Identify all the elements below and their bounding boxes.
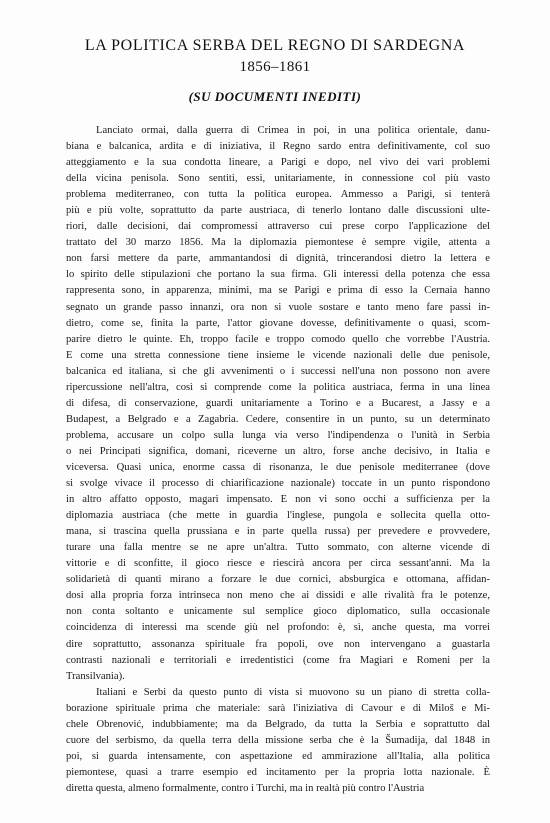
text-line: problema, accusare un colpo sulla lunga via verso l'indipendenza o l'unità in Serbia (66, 429, 490, 441)
text-line: dosi alla propria forza intrinseca non meno che ai dissidi e alle rivalità fra le potenze, (66, 590, 490, 602)
text-line: biana e balcanica, ardita e di iniziativa, il Regno sardo entra definitivamente, col suo (66, 141, 490, 153)
document-subtitle: (SU DOCUMENTI INEDITI) (188, 89, 362, 104)
text-line: non conta soltanto e unicamente sul semplice gioco diplomatico, sulla occasionale (66, 606, 490, 618)
text-line: diretta questa, almeno formalmente, contro i Turchi, ma in realtà più contro l'Austria (66, 782, 425, 794)
body-text (66, 123, 490, 797)
text-line: vittorie e di sconfitte, il gioco riesce e riescirà ancora per circa sessant'anni. Ma la (66, 558, 490, 570)
paragraph (66, 685, 490, 797)
text-line: borazione spirituale prima che materiale: sarà l'iniziativa di Cavour e di Miloš e Mi- (66, 702, 490, 714)
text-line: chele Obrenović, indubbiamente; ma da Belgrado, da tutta la Serbia e soprattutto dal (66, 718, 490, 730)
text-line: contrasti nazionali e territoriali e irredentistici (come fra Magiari e Romeni per la (66, 654, 490, 666)
text-line: trattato del 30 marzo 1856. Ma la diplomazia piemontese è sempre vigile, attenta a (66, 237, 490, 249)
text-line: poi, si guarda intensamente, con aspettazione ed ammirazione all'Italia, alla politica (66, 750, 490, 762)
text-line: lo spirito delle stipulazioni che portano la sua firma. Gli interessi della potenza che essa (66, 269, 490, 281)
text-line: balcanica ed italiana, sì che gli avvenimenti o i successi nell'una non possono non avere (66, 365, 490, 377)
text-line: dietro, come se, finita la parte, l'attor giovane dovesse, definitivamente o quasi, scom- (66, 317, 490, 329)
text-line: solidarietà di quanti mirano a forzare le due cornici, absburgica e ottomana, affidan- (66, 574, 490, 586)
text-line: di difesa, di conservazione, guardi unitariamente a Torino e a Bucarest, a Jassy e a (66, 397, 490, 409)
text-line: Italiani e Serbi da questo punto di vista si muovono su un piano di stretta colla- (96, 686, 490, 698)
document-years: 1856–1861 (239, 59, 311, 75)
text-line: turare una falla mentre se ne apre un'altra. Tutto sommato, con alterne vicende di (66, 542, 490, 554)
text-line: Lanciato ormai, dalla guerra di Crimea in poi, in una politica orientale, danu- (96, 125, 490, 136)
text-line: E come una stretta connessione tiene insieme le vicende nazionali delle due penisole, (66, 349, 490, 361)
text-line: dire soprattutto, assonanza spirituale fra popoli, ove non intervengano a guastarla (66, 638, 490, 650)
text-line: segnato un grande passo innanzi, ora non si vuole sostare e tanto meno fare passi in- (66, 301, 490, 313)
text-line: atteggiamento e la sua condotta lineare, a Parigi e dopo, nel vivo dei vari problemi (66, 157, 490, 169)
text-line: riori, dalle decisioni, dai compromessi attraverso cui prese corpo l'applicazione del (66, 221, 490, 233)
text-line: cuore del serbismo, da quella terra della missione serba che è la Šumadija, dal 1848 in (66, 734, 490, 746)
text-line: ripercussione nell'altra, così si comprende come la politica austriaca, ferma in una linea (66, 381, 490, 393)
text-line: non farsi mettere da parte, ammantandosi di dignità, trincerandosi dietro la lettera e (66, 253, 490, 265)
document-title: LA POLITICA SERBA DEL REGNO DI SARDEGNA (84, 37, 466, 54)
text-line: in altro affatto opposto, magari impensato. E non vi sono occhi a sufficienza per la (66, 494, 490, 506)
text-line: Budapest, a Belgrado e a Zagabria. Cedere, consentire in un punto, su un determinato (66, 413, 490, 425)
text-line: piemontese, quasi a trarre esempio ed incitamento per la propria lotta nazionale. È (66, 766, 490, 778)
text-line: rappresenta sono, in apparenza, minimi, ma se Parigi e prima di esso la Cernaia hanno (66, 285, 490, 297)
text-line: più e più volte, soprattutto da parte austriaca, di tenerlo lontano dalle discussioni ulte- (66, 205, 490, 217)
text-line: mana, si trascina quella prussiana e in parte quella russa) per prevedere e provvedere, (66, 526, 490, 538)
text-line: si svolge vivace il processo di chiarificazione nazionale) toccate in un punto rispondono (66, 478, 490, 490)
text-line: problema mediterraneo, con tutta la politica europea. Ammesso a Parigi, si tenterà (66, 189, 490, 201)
text-line: viceversa. Quasi unica, enorme cassa di risonanza, le due penisole mediterranee (dove (66, 461, 490, 473)
text-line: diplomazia austriaca (che mette in guardia l'inglese, pungola e sollecita quella otto- (66, 510, 490, 522)
text-line: della vicina penisola. Sono sentiti, essi, unitariamente, in connessione col più vasto (66, 173, 490, 185)
paragraph (66, 123, 490, 685)
text-line: coincidenza di interessi ma scende giù nel profondo: è, sì, anche questa, ma vorrei (66, 622, 490, 634)
text-line: parire dietro le quinte. Eh, troppo facile e troppo comodo quello che vorrebbe l'Austria. (66, 333, 490, 345)
text-line: o nei Principati significa, domani, riceverne un altro, forse anche decisivo, in Italia e (66, 445, 490, 457)
text-line: Transilvania). (66, 670, 125, 682)
